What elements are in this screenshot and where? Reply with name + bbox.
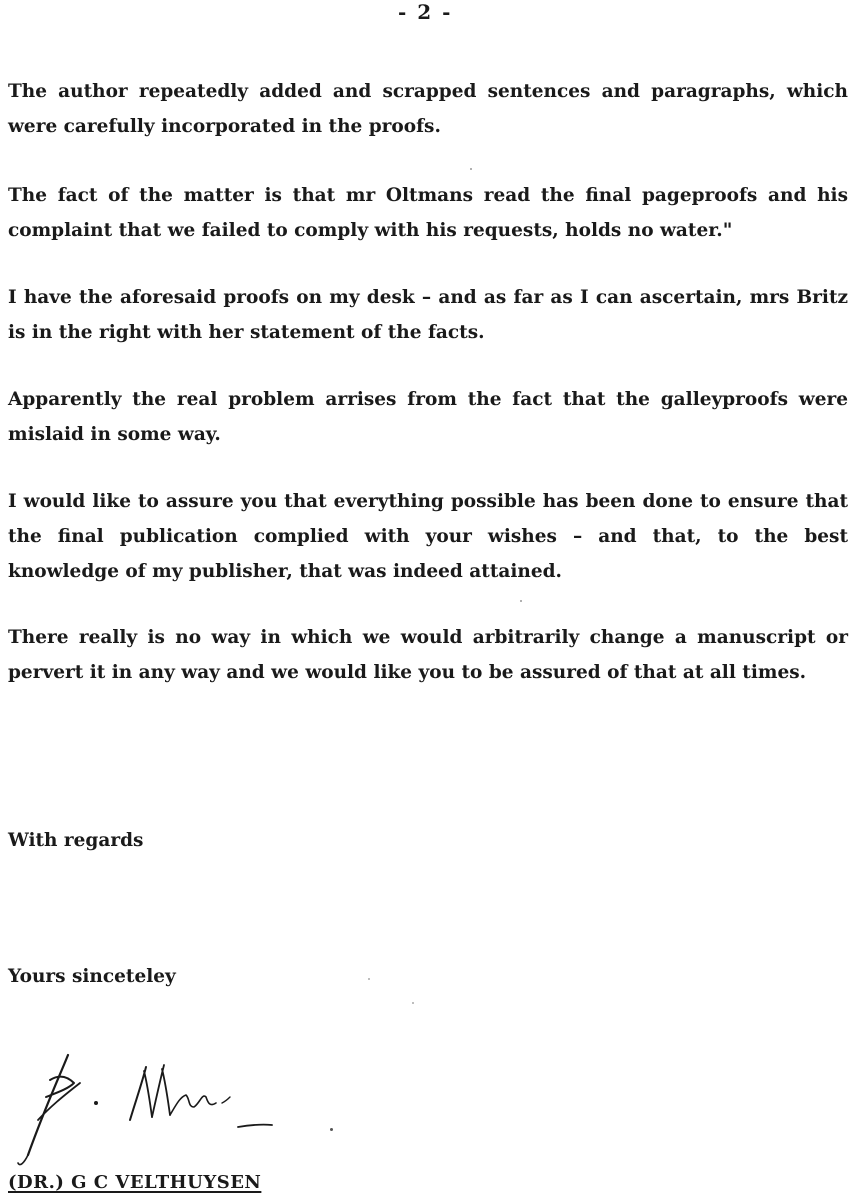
paragraph-5: I would like to assure you that everything possible has been done to ensure that the final publication complied with your wishes – and that, to the best knowledge of my publisher, that was indeed attained. <box>8 491 848 582</box>
paragraph-3: I have the aforesaid proofs on my desk – and as far as I can ascertain, mrs Britz is in the right with her statement of the facts. <box>8 287 848 343</box>
scan-speck <box>412 1002 414 1004</box>
scan-speck <box>520 600 522 602</box>
scan-speck <box>470 168 472 170</box>
closing-regards: With regards <box>8 830 144 851</box>
signature-icon <box>10 1045 340 1170</box>
paragraph-1: The author repeatedly added and scrapped sentences and paragraphs, which were carefully incorporated in the proofs. <box>8 81 848 137</box>
signer-name: (DR.) G C VELTHUYSEN <box>8 1172 262 1193</box>
paragraph-4: Apparently the real problem arrises from the fact that the galleyproofs were mislaid in some way. <box>8 389 848 445</box>
scan-speck <box>368 978 370 980</box>
closing-sincerely: Yours sinceteley <box>8 966 176 987</box>
handwritten-signature <box>10 1045 340 1170</box>
paragraph-2: The fact of the matter is that mr Oltmans read the final pageproofs and his complaint that we failed to comply with his requests, holds no water." <box>8 185 848 241</box>
page-number: - 2 - <box>398 0 453 24</box>
scan-speck <box>330 1128 333 1131</box>
paragraph-6: There really is no way in which we would arbitrarily change a manuscript or pervert it in any way and we would like you to be assured of that at all times. <box>8 627 848 683</box>
